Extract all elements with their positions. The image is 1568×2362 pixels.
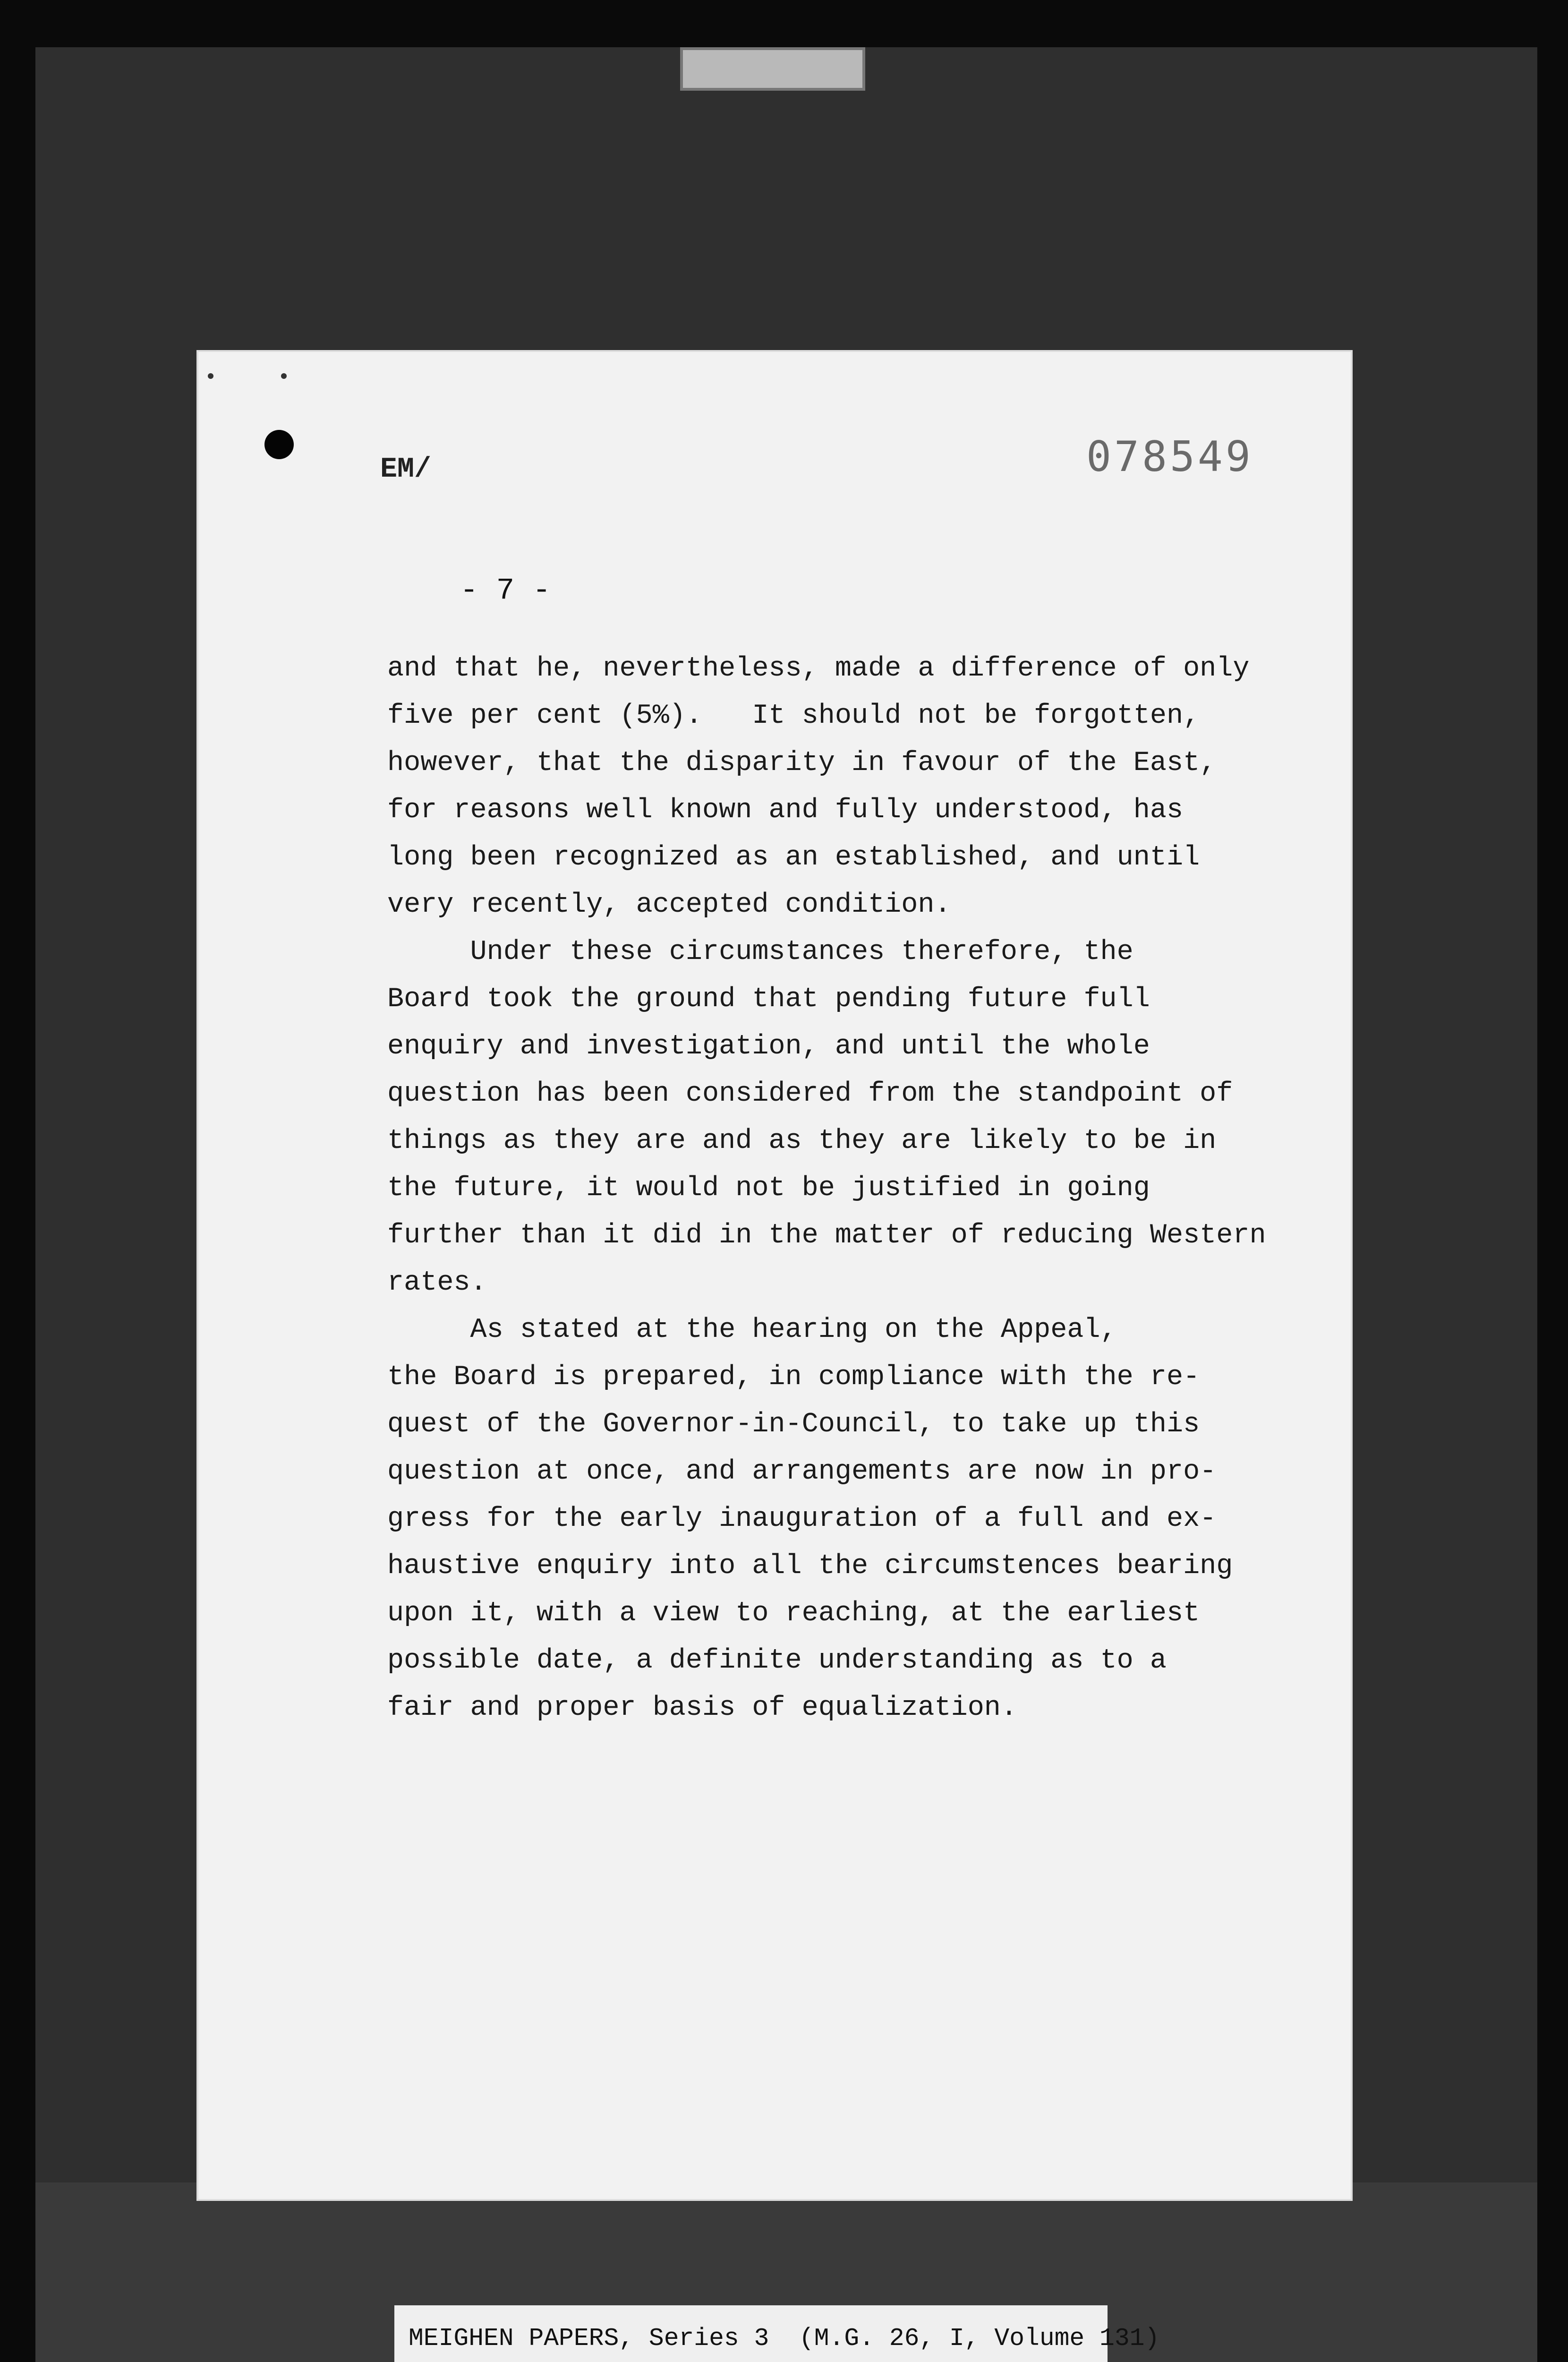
text-line: possible date, a definite understanding as to a [387, 1644, 1167, 1676]
document-stamp-number: 078549 [1086, 432, 1253, 481]
text-line: five per cent (5%). It should not be forgotten, [387, 700, 1200, 731]
document-body [387, 645, 1370, 1731]
collection-label-text: MEIGHEN PAPERS, Series 3 (M.G. 26, I, Volume 131) [409, 2324, 1160, 2353]
document-page [198, 352, 1351, 2199]
text-line: however, that the disparity in favour of the East, [387, 747, 1217, 779]
typist-initials: EM/ [380, 454, 432, 486]
text-line: things as they are and as they are likely to be in [387, 1125, 1217, 1156]
paragraph [387, 1306, 1370, 1731]
text-line: fair and proper basis of equalization. [387, 1692, 1018, 1723]
text-line: Under these circumstances therefore, the [387, 936, 1133, 967]
text-line: upon it, with a view to reaching, at the earliest [387, 1597, 1200, 1629]
text-line: gress for the early inauguration of a full and ex- [387, 1503, 1217, 1534]
text-line: haustive enquiry into all the circumstences bearing [387, 1550, 1233, 1582]
text-line: question at once, and arrangements are now in pro- [387, 1455, 1217, 1487]
text-line: very recently, accepted condition. [387, 889, 951, 920]
text-line: and that he, nevertheless, made a difference of only [387, 652, 1250, 684]
text-line: for reasons well known and fully understood, has [387, 794, 1184, 826]
text-line: question has been considered from the standpoint of [387, 1078, 1233, 1109]
collection-label [394, 2305, 1160, 2362]
text-line: rates. [387, 1267, 487, 1298]
text-line: long been recognized as an established, and until [387, 841, 1200, 873]
text-line: enquiry and investigation, and until the whole [387, 1030, 1150, 1062]
speck-mark [281, 373, 287, 379]
clip-tab [680, 47, 865, 91]
punch-hole-icon [264, 430, 294, 459]
text-line: the Board is prepared, in compliance with the re- [387, 1361, 1200, 1393]
page-number: - 7 - [460, 574, 551, 608]
text-line: further than it did in the matter of reducing Western [387, 1219, 1266, 1251]
paragraph [387, 928, 1370, 1306]
text-line: the future, it would not be justified in going [387, 1172, 1150, 1204]
speck-mark [208, 373, 213, 379]
text-line: quest of the Governor-in-Council, to take up this [387, 1408, 1200, 1440]
text-line: As stated at the hearing on the Appeal, [387, 1314, 1117, 1345]
paragraph [387, 645, 1370, 928]
text-line: Board took the ground that pending future full [387, 983, 1150, 1015]
